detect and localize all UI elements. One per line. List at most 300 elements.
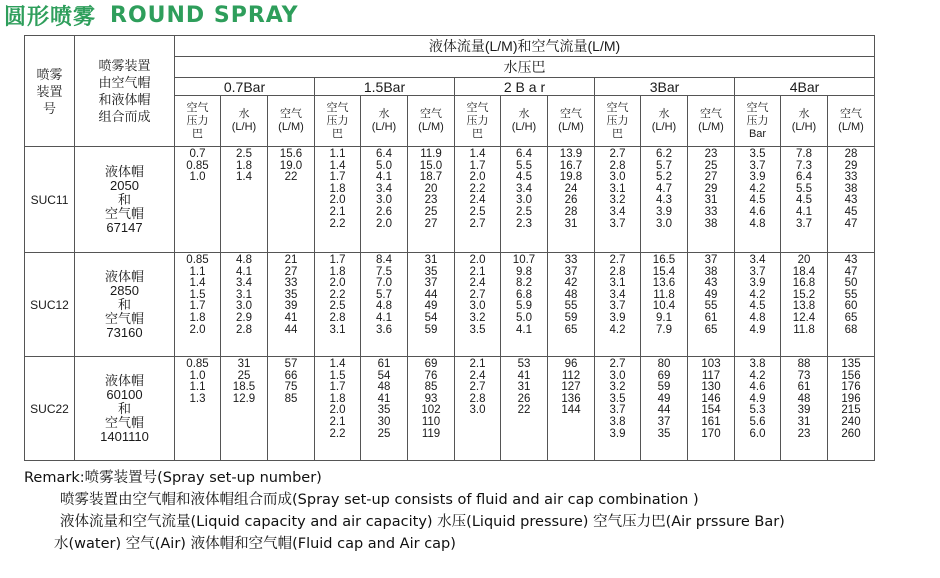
value-cell: 16.8 (792, 277, 816, 290)
value-cell: 28 (844, 148, 858, 160)
value-cell: 76 (424, 369, 438, 382)
value-cell: 5.5 (796, 182, 812, 195)
value-cell: 4.1 (376, 171, 392, 184)
value-cell: 135 (841, 358, 861, 370)
value-cell: 3.0 (609, 171, 626, 184)
value-column (688, 253, 735, 357)
remark-block (24, 467, 785, 555)
title-cn: 圆形喷雾 (4, 4, 97, 30)
value-cell: 43 (844, 254, 858, 266)
value-cell: 5.7 (656, 159, 672, 172)
value-cell: 61 (704, 311, 718, 324)
value-cell: 28 (564, 205, 578, 218)
header-spray-setup (25, 36, 75, 147)
value-cell: 33 (284, 277, 298, 290)
value-cell: 73 (797, 369, 811, 382)
value-column (781, 357, 828, 461)
value-cell: 2.5 (329, 300, 346, 313)
value-column (175, 253, 221, 357)
value-cell: 2.8 (609, 159, 626, 172)
value-cell: 3.0 (656, 217, 672, 230)
value-cell: 22 (517, 404, 531, 417)
header-flow: 液体流量(L/M)和空气流量(L/M) (175, 36, 875, 57)
value-cell: 19.8 (559, 171, 583, 184)
sub-air-flow-2: 空气 (L/M) (548, 96, 595, 147)
value-cell: 5.7 (376, 288, 392, 301)
value-column (501, 147, 548, 253)
value-cell: 27 (704, 171, 718, 184)
value-cell: 55 (564, 300, 578, 313)
value-cell: 1.4 (189, 277, 206, 290)
value-cell: 2.3 (516, 217, 532, 230)
value-cell: 41 (284, 311, 298, 324)
value-cell: 33 (564, 254, 578, 266)
value-cell: 3.2 (469, 311, 486, 324)
sub-air-pressure-4: 空气 压力 Bar (735, 96, 781, 147)
value-cell: 0.85 (186, 254, 209, 266)
value-cell: 93 (424, 392, 438, 405)
value-cell: 5.5 (516, 159, 532, 172)
value-cell: 6.4 (796, 171, 812, 184)
value-cell: 5.0 (376, 159, 392, 172)
combination-line: 1401110 (100, 428, 149, 444)
value-cell: 15.0 (419, 159, 443, 172)
value-cell: 59 (424, 323, 438, 336)
model-suc22: SUC22 (25, 357, 75, 461)
value-cell: 38 (704, 217, 718, 230)
value-cell: 35 (657, 427, 671, 440)
value-cell: 59 (657, 381, 671, 394)
value-cell: 2.2 (329, 427, 346, 440)
combination-line: 60100 (106, 386, 143, 402)
value-cell: 69 (424, 358, 438, 370)
value-cell: 9.1 (656, 311, 672, 324)
value-cell: 33 (704, 205, 718, 218)
value-cell: 13.8 (792, 300, 816, 313)
value-cell: 6.2 (656, 148, 672, 160)
value-cell: 9.8 (516, 265, 532, 278)
value-cell: 1.8 (329, 182, 346, 195)
value-cell: 2.7 (609, 254, 626, 266)
value-cell: 21 (284, 254, 298, 266)
value-cell: 31 (517, 381, 531, 394)
value-cell: 2.4 (469, 369, 486, 382)
value-cell: 33 (844, 171, 858, 184)
value-cell: 68 (844, 323, 858, 336)
value-cell: 54 (377, 369, 391, 382)
value-cell: 35 (424, 265, 438, 278)
value-cell: 65 (564, 323, 578, 336)
header-spray-text: 喷雾 装置 号 (36, 66, 63, 116)
value-cell: 170 (701, 427, 721, 440)
table-row (25, 147, 875, 253)
value-cell: 2.6 (376, 205, 392, 218)
value-column (361, 147, 408, 253)
value-cell: 3.7 (749, 265, 766, 278)
sub-air-flow-3: 空气 (L/M) (688, 96, 735, 147)
value-cell: 3.4 (516, 182, 532, 195)
value-cell: 1.7 (329, 254, 346, 266)
value-cell: 37 (704, 254, 718, 266)
value-cell: 156 (841, 369, 861, 382)
value-column (595, 147, 641, 253)
value-cell: 146 (701, 392, 721, 405)
value-column (828, 357, 875, 461)
value-cell: 15.4 (652, 265, 676, 278)
value-cell: 19.0 (279, 159, 303, 172)
value-column (595, 253, 641, 357)
value-cell: 3.5 (749, 148, 766, 160)
value-cell: 37 (564, 265, 578, 278)
value-cell: 2.1 (329, 415, 346, 428)
value-cell: 26 (517, 392, 531, 405)
value-cell: 18.5 (232, 381, 256, 394)
value-cell: 4.5 (749, 300, 766, 313)
sub-air-flow-4: 空气 (L/M) (828, 96, 875, 147)
value-cell: 5.9 (516, 300, 532, 313)
value-cell: 48 (564, 288, 578, 301)
combination-line: 67147 (106, 219, 143, 235)
value-cell: 127 (561, 381, 581, 394)
value-cell: 4.1 (796, 205, 812, 218)
value-cell: 6.4 (516, 148, 532, 160)
value-cell: 4.5 (796, 194, 812, 207)
value-cell: 27 (424, 217, 438, 230)
value-cell: 2.7 (609, 148, 626, 160)
value-column (735, 147, 781, 253)
value-cell: 11.8 (653, 288, 675, 301)
value-cell: 3.7 (609, 300, 626, 313)
remark-line-1: Remark:喷雾装置号(Spray set-up number) (24, 470, 322, 486)
value-cell: 4.7 (656, 182, 672, 195)
value-column (595, 357, 641, 461)
value-cell: 4.8 (236, 254, 252, 266)
value-cell: 7.8 (796, 148, 812, 160)
value-cell: 47 (844, 265, 858, 278)
sub-water-3: 水 (L/H) (641, 96, 688, 147)
value-cell: 1.0 (189, 369, 206, 382)
value-cell: 161 (701, 415, 721, 428)
value-cell: 3.4 (376, 182, 392, 195)
value-cell: 3.5 (469, 323, 486, 336)
value-cell: 31 (704, 194, 718, 207)
value-cell: 80 (657, 358, 671, 370)
value-cell: 1.8 (329, 265, 346, 278)
value-cell: 4.1 (516, 323, 532, 336)
value-cell: 4.5 (749, 194, 766, 207)
value-cell: 3.8 (609, 415, 626, 428)
combination-line: 和 (117, 191, 131, 207)
value-cell: 2.0 (469, 171, 486, 184)
sub-air-pressure-1: 空气 压力 巴 (315, 96, 361, 147)
value-cell: 2.7 (469, 217, 486, 230)
value-cell: 110 (421, 415, 441, 428)
value-cell: 1.8 (236, 159, 252, 172)
value-cell: 2.0 (376, 217, 392, 230)
value-cell: 96 (564, 358, 578, 370)
value-cell: 22 (284, 171, 298, 184)
value-cell: 4.2 (749, 182, 766, 195)
value-column (548, 357, 595, 461)
title-en: ROUND SPRAY (110, 2, 299, 28)
value-cell: 75 (284, 381, 298, 394)
sub-water-1: 水 (L/H) (361, 96, 408, 147)
value-column (361, 253, 408, 357)
value-cell: 5.0 (516, 311, 532, 324)
value-cell: 2.0 (469, 254, 486, 266)
value-cell: 27 (284, 265, 298, 278)
value-cell: 20 (424, 182, 438, 195)
value-cell: 3.1 (236, 288, 252, 301)
value-cell: 57 (284, 358, 298, 370)
value-cell: 43 (704, 277, 718, 290)
value-cell: 2.2 (329, 217, 346, 230)
value-column (315, 147, 361, 253)
value-cell: 2.8 (469, 392, 486, 405)
value-column (455, 253, 501, 357)
value-cell: 2.8 (609, 265, 626, 278)
value-cell: 2.5 (469, 205, 486, 218)
value-cell: 2.8 (236, 323, 252, 336)
value-cell: 10.4 (652, 300, 676, 313)
value-cell: 2.4 (469, 277, 486, 290)
value-column (175, 357, 221, 461)
value-cell: 25 (237, 369, 251, 382)
value-cell: 55 (844, 288, 858, 301)
value-cell: 2.7 (609, 358, 626, 370)
combination-line: 液体帽 (104, 372, 144, 388)
value-cell: 61 (377, 358, 391, 370)
value-cell: 44 (657, 404, 671, 417)
value-cell: 44 (284, 323, 298, 336)
model-suc11: SUC11 (25, 147, 75, 253)
value-cell: 25 (424, 205, 438, 218)
value-cell: 42 (564, 277, 578, 290)
value-cell: 2.0 (329, 194, 346, 207)
value-cell: 1.8 (329, 392, 346, 405)
value-cell: 4.1 (236, 265, 252, 278)
value-cell: 49 (424, 300, 438, 313)
combination-line: 空气帽 (104, 205, 144, 221)
value-cell: 1.4 (236, 171, 252, 184)
sub-water-0: 水 (L/H) (221, 96, 268, 147)
value-cell: 30 (377, 415, 391, 428)
value-column (221, 253, 268, 357)
value-cell: 5.3 (749, 404, 766, 417)
value-cell: 119 (421, 427, 441, 440)
value-cell: 2.8 (329, 311, 346, 324)
value-column (408, 147, 455, 253)
combination-line: 液体帽 (104, 268, 144, 284)
value-cell: 29 (844, 159, 858, 172)
value-column (501, 253, 548, 357)
value-cell: 49 (704, 288, 718, 301)
sub-air-pressure-3: 空气 压力 巴 (595, 96, 641, 147)
value-cell: 3.4 (236, 277, 252, 290)
value-cell: 3.4 (749, 254, 766, 266)
value-cell: 8.2 (516, 277, 532, 290)
value-cell: 41 (377, 392, 391, 405)
value-cell: 66 (284, 369, 298, 382)
value-cell: 1.7 (329, 381, 346, 394)
value-column (221, 357, 268, 461)
page-title (4, 0, 299, 30)
value-column (175, 147, 221, 253)
value-cell: 41 (517, 369, 531, 382)
value-cell: 85 (284, 392, 298, 405)
value-cell: 3.9 (656, 205, 672, 218)
value-cell: 35 (377, 404, 391, 417)
value-cell: 3.0 (609, 369, 626, 382)
sub-water-2: 水 (L/H) (501, 96, 548, 147)
value-cell: 20 (797, 254, 811, 266)
value-cell: 12.4 (792, 311, 816, 324)
value-cell: 260 (841, 427, 861, 440)
value-cell: 1.7 (189, 300, 206, 313)
value-column (828, 147, 875, 253)
value-cell: 13.6 (652, 277, 676, 290)
value-cell: 3.8 (749, 358, 766, 370)
value-cell: 5.6 (749, 415, 766, 428)
value-cell: 18.7 (419, 171, 443, 184)
value-cell: 7.0 (376, 277, 392, 290)
value-cell: 2.4 (469, 194, 486, 207)
value-cell: 2.1 (469, 265, 486, 278)
value-cell: 37 (424, 277, 438, 290)
value-column (268, 147, 315, 253)
value-cell: 18.4 (792, 265, 816, 278)
value-cell: 65 (704, 323, 718, 336)
header-combination (75, 36, 175, 147)
value-cell: 69 (657, 369, 671, 382)
value-column (735, 357, 781, 461)
sub-air-flow-0: 空气 (L/M) (268, 96, 315, 147)
value-cell: 60 (844, 300, 858, 313)
value-column (735, 253, 781, 357)
value-cell: 48 (377, 381, 391, 394)
value-cell: 8.4 (376, 254, 392, 266)
value-cell: 24 (564, 182, 578, 195)
value-column (455, 147, 501, 253)
value-cell: 3.7 (609, 217, 626, 230)
value-column (781, 253, 828, 357)
sub-water-4: 水 (L/H) (781, 96, 828, 147)
value-cell: 7.3 (796, 159, 812, 172)
value-cell: 144 (561, 404, 581, 417)
value-cell: 88 (797, 358, 811, 370)
table-row (25, 357, 875, 461)
remark-line-2: 喷雾装置由空气帽和液体帽组合而成(Spray set-up consists of fluid and air cap combination ) (60, 492, 699, 508)
value-cell: 4.8 (749, 311, 766, 324)
value-cell: 0.7 (189, 148, 206, 160)
value-cell: 54 (424, 311, 438, 324)
pressure-0: 0.7Bar (175, 78, 315, 96)
value-cell: 39 (284, 300, 298, 313)
value-cell: 3.2 (609, 381, 626, 394)
remark-line-3: 液体流量和空气流量(Liquid capacity and air capacity) 水压(Liquid pressure) 空气压力巴(Air prssure Bar) (60, 514, 785, 530)
value-cell: 38 (844, 182, 858, 195)
pressure-3: 3Bar (595, 78, 735, 96)
value-cell: 31 (564, 217, 578, 230)
value-cell: 3.0 (469, 300, 486, 313)
value-cell: 2.2 (329, 288, 346, 301)
value-cell: 25 (377, 427, 391, 440)
value-cell: 3.9 (609, 427, 626, 440)
value-cell: 3.1 (329, 323, 346, 336)
value-column (268, 253, 315, 357)
sub-air-flow-1: 空气 (L/M) (408, 96, 455, 147)
value-cell: 47 (844, 217, 858, 230)
value-cell: 1.0 (189, 171, 206, 184)
value-cell: 44 (424, 288, 438, 301)
value-cell: 29 (704, 182, 718, 195)
value-column (361, 357, 408, 461)
value-cell: 55 (704, 300, 718, 313)
value-cell: 5.2 (656, 171, 672, 184)
value-cell: 65 (844, 311, 858, 324)
combination-line: 2050 (110, 177, 139, 193)
value-column (268, 357, 315, 461)
value-cell: 1.1 (189, 265, 206, 278)
value-cell: 3.4 (609, 288, 626, 301)
combination-cell (75, 357, 175, 461)
value-column (548, 253, 595, 357)
value-cell: 3.2 (609, 194, 626, 207)
value-cell: 7.5 (376, 265, 392, 278)
value-cell: 3.9 (749, 277, 766, 290)
value-cell: 3.1 (609, 182, 626, 195)
value-cell: 1.5 (189, 288, 206, 301)
value-cell: 7.9 (656, 323, 672, 336)
value-column (688, 357, 735, 461)
value-cell: 2.7 (469, 381, 486, 394)
value-column (641, 357, 688, 461)
value-cell: 3.7 (796, 217, 812, 230)
value-cell: 136 (561, 392, 581, 405)
value-cell: 3.0 (236, 300, 252, 313)
value-cell: 23 (424, 194, 438, 207)
value-cell: 3.1 (609, 277, 626, 290)
value-cell: 6.0 (749, 427, 766, 440)
value-cell: 1.4 (469, 148, 486, 160)
combination-line: 空气帽 (104, 414, 144, 430)
value-cell: 39 (797, 404, 811, 417)
value-column (641, 253, 688, 357)
value-cell: 53 (517, 358, 531, 370)
header-combo-text: 喷雾装置 由空气帽 和液体帽 组合而成 (98, 58, 151, 124)
value-cell: 3.4 (609, 205, 626, 218)
value-cell: 6.8 (516, 288, 532, 301)
value-cell: 13.9 (559, 148, 583, 160)
value-cell: 12.9 (232, 392, 256, 405)
value-cell: 3.0 (469, 404, 486, 417)
value-column (641, 147, 688, 253)
value-cell: 1.4 (329, 159, 346, 172)
value-cell: 4.2 (609, 323, 626, 336)
table-row (25, 253, 875, 357)
value-cell: 4.1 (376, 311, 392, 324)
value-cell: 2.1 (469, 358, 486, 370)
value-cell: 31 (424, 254, 438, 266)
value-cell: 112 (561, 369, 581, 382)
value-cell: 2.0 (329, 404, 346, 417)
value-cell: 35 (284, 288, 298, 301)
value-cell: 3.7 (609, 404, 626, 417)
value-cell: 31 (237, 358, 251, 370)
value-cell: 102 (421, 404, 441, 417)
value-cell: 103 (701, 358, 721, 370)
value-cell: 196 (841, 392, 861, 405)
